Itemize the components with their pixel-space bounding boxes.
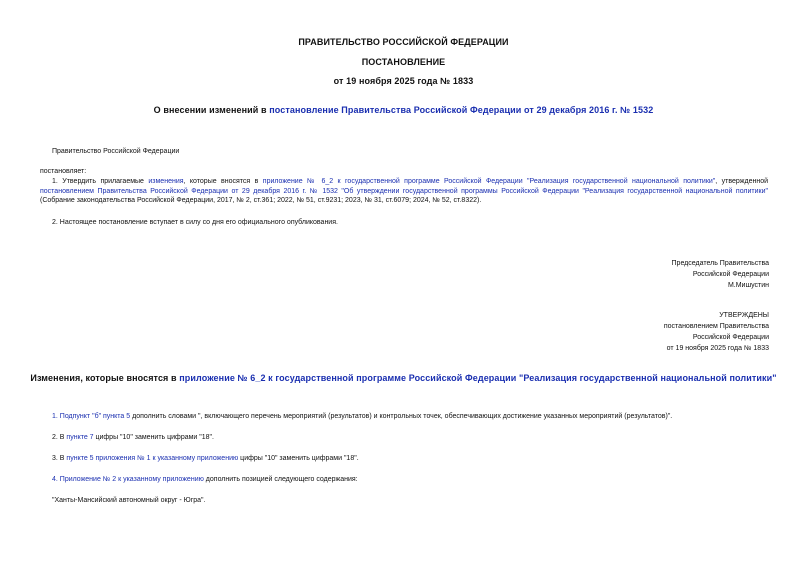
document-date: от 19 ноября 2025 года № 1833 xyxy=(333,76,474,86)
item-2-text-a: 2. В xyxy=(52,434,67,441)
p1-link-decree[interactable]: постановлением Правительства Российской Федерации от 29 декабря 2016 г. № 1532 "Об утверждении государственной программы Российской Федерации "Реализация государственной национальной политики" xyxy=(40,187,768,195)
title-prefix: О внесении изменений в xyxy=(153,105,270,115)
item-4-quote: "Ханты-Мансийский автономный округ - Югра". xyxy=(52,497,206,504)
item-3-link[interactable]: пункте 5 приложения № 1 к указанному приложению xyxy=(66,455,239,462)
item-2-link[interactable]: пункте 7 xyxy=(66,434,94,441)
approved-block xyxy=(664,310,769,354)
signature-position: Председатель Правительства xyxy=(671,260,769,267)
government-heading: ПРАВИТЕЛЬСТВО РОССИЙСКОЙ ФЕДЕРАЦИИ xyxy=(298,37,509,47)
paragraph-2: 2. Настоящее постановление вступает в силу со дня его официального опубликования. xyxy=(52,219,338,226)
item-4-link[interactable]: 4. Приложение № 2 к указанному приложению xyxy=(52,476,204,483)
item-1-text: дополнить словами ", включающего перечень мероприятий (результатов) и контрольных точек, обеспечивающих достижение указанных мероприятий (результатов)". xyxy=(130,413,673,420)
item-2-text-b: цифры "10" заменить цифрами "18". xyxy=(93,434,214,441)
p1-link-annex[interactable]: приложение № 6_2 к государственной программе Российской Федерации "Реализация государственной национальной политики" xyxy=(262,178,716,185)
p1-link-changes[interactable]: изменения xyxy=(148,178,184,185)
item-1 xyxy=(52,412,672,422)
signature-country: Российской Федерации xyxy=(692,271,769,278)
signature-block xyxy=(672,258,769,291)
item-3-text-a: 3. В xyxy=(52,455,67,462)
item-3 xyxy=(52,454,359,464)
p1-text-a: 1. Утвердить прилагаемые xyxy=(52,178,149,185)
signature-name: М.Мишустин xyxy=(727,282,769,289)
document-title xyxy=(0,105,807,115)
item-3-text-b: цифры "10" заменить цифрами "18". xyxy=(238,455,359,462)
item-4 xyxy=(52,475,358,485)
title-link[interactable]: постановление Правительства Российской Федерации от 29 декабря 2016 г. № 1532 xyxy=(269,105,654,115)
item-1-link[interactable]: 1. Подпункт "б" пункта 5 xyxy=(52,413,131,420)
paragraph-1 xyxy=(40,177,768,206)
approved-label: УТВЕРЖДЕНЫ xyxy=(719,312,769,319)
approved-country: Российской Федерации xyxy=(692,334,769,341)
p1-text-b: , которые вносятся в xyxy=(183,178,263,185)
changes-title-link[interactable]: приложение № 6_2 к государственной программе Российской Федерации "Реализация государственной национальной политики" xyxy=(179,373,777,383)
item-2 xyxy=(52,433,214,443)
item-4-text: дополнить позицией следующего содержания: xyxy=(203,476,358,483)
approved-by: постановлением Правительства xyxy=(663,323,769,330)
government-line: Правительство Российской Федерации xyxy=(52,148,180,155)
changes-title-prefix: Изменения, которые вносятся в xyxy=(30,373,180,383)
p1-text-c: , утвержденной xyxy=(715,178,768,185)
p1-text-d: (Собрание законодательства Российской Федерации, 2017, № 2, ст.361; 2022, № 51, ст.9231; 2023, № 31, ст.6079; 2024, № 52, ст.8322). xyxy=(40,197,482,204)
document-type: ПОСТАНОВЛЕНИЕ xyxy=(361,57,446,67)
changes-title xyxy=(0,373,807,383)
decides-line: постановляет: xyxy=(40,168,87,175)
approved-date: от 19 ноября 2025 года № 1833 xyxy=(666,345,769,352)
